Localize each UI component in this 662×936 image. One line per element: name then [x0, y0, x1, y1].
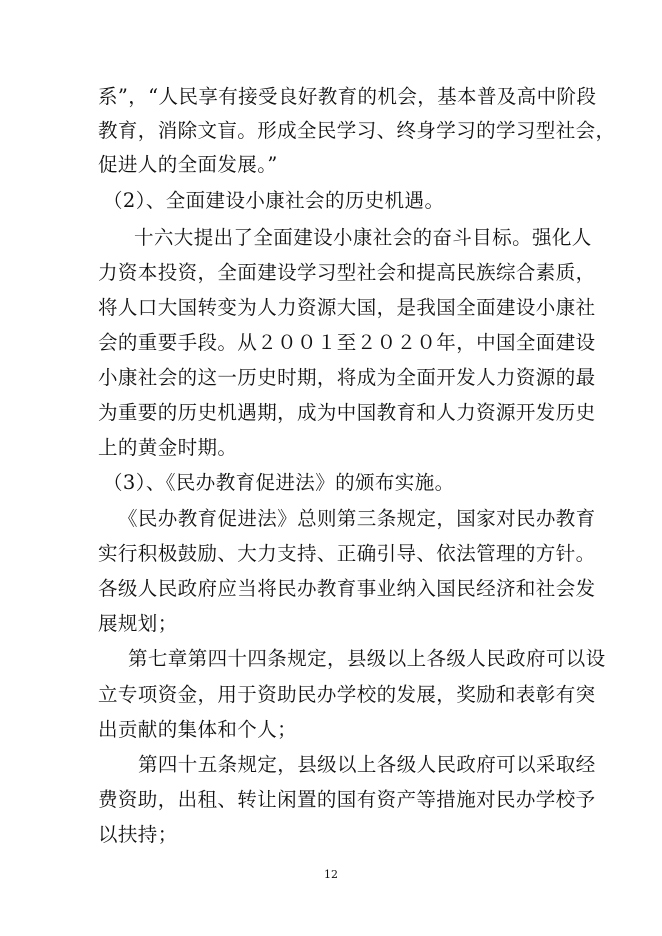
text-line: 系”，“人民享有接受良好教育的机会，基本普及高中阶段 [98, 85, 597, 108]
text-line: 出贡献的集体和个人； [98, 718, 298, 741]
text-line: 十六大提出了全面建设小康社会的奋斗目标。强化人 [134, 226, 592, 249]
text-line: 《民办教育促进法》总则第三条规定，国家对民办教育 [118, 507, 596, 530]
page-number: 12 [324, 868, 338, 881]
section-heading-3: （3）、《民办教育促进法》的颁布实施。 [103, 471, 455, 494]
text-line: 第七章第四十四条规定，县级以上各级人民政府可以设 [128, 647, 606, 670]
section-heading-2: （2）、全面建设小康社会的历史机遇。 [103, 189, 445, 212]
text-line: 促进人的全面发展。” [98, 153, 278, 176]
text-line: 将人口大国转变为人力资源大国，是我国全面建设小康社 [98, 296, 596, 319]
text-line: 上的黄金时期。 [98, 436, 238, 459]
text-line: 小康社会的这一历史时期，将成为全面开发人力资源的最 [98, 366, 596, 389]
text-line: 立专项资金，用于资助民办学校的发展，奖励和表彰有突 [98, 683, 596, 706]
text-line: 各级人民政府应当将民办教育事业纳入国民经济和社会发 [98, 577, 596, 600]
text-line: 会的重要手段。从２００１至２０２０年，中国全面建设 [98, 331, 596, 354]
text-line: 力资本投资，全面建设学习型社会和提高民族综合素质， [98, 261, 596, 284]
text-line: 教育，消除文盲。形成全民学习、终身学习的学习型社会， [98, 119, 616, 142]
text-line: 展规划； [98, 612, 178, 635]
text-line: 第四十五条规定，县级以上各级人民政府可以采取经 [138, 753, 596, 776]
text-line: 实行积极鼓励、大力支持、正确引导、依法管理的方针。 [98, 542, 596, 565]
text-line: 为重要的历史机遇期，成为中国教育和人力资源开发历史 [98, 401, 596, 424]
text-line: 以扶持； [98, 823, 178, 846]
text-line: 费资助，出租、转让闲置的国有资产等措施对民办学校予 [98, 788, 596, 811]
